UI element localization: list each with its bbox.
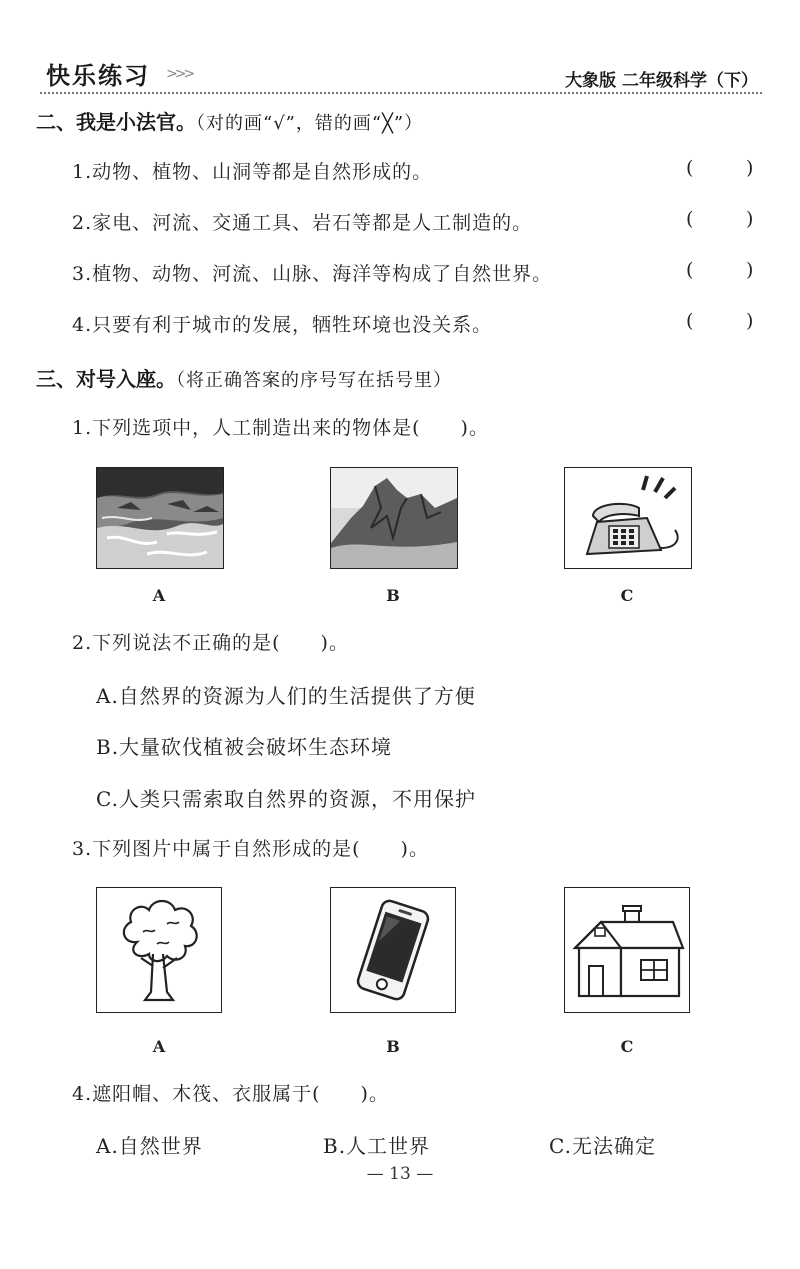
chevrons-icon: >>>: [166, 66, 193, 82]
answer-paren-open-3: (: [686, 259, 694, 281]
q4-option-a: A.自然世界: [96, 1134, 203, 1158]
section-2-heading: 二、我是小法官。: [36, 110, 196, 134]
judge-item-1: 1.动物、植物、山洞等都是自然形成的。: [72, 161, 433, 183]
q1-option-label-a: A: [152, 586, 166, 605]
section-3-instructions: （将正确答案的序号写在括号里）: [176, 370, 452, 391]
q4-option-c: C.无法确定: [549, 1134, 656, 1158]
answer-paren-open-1: (: [686, 157, 694, 179]
question-3-stem: 3.下列图片中属于自然形成的是( )。: [72, 838, 429, 860]
smartphone-drawing: [330, 887, 456, 1013]
answer-paren-close-3: ): [746, 259, 754, 281]
q1-option-label-b: B: [386, 586, 400, 605]
question-1-stem: 1.下列选项中，人工制造出来的物体是( )。: [72, 417, 489, 439]
judge-item-3: 3.植物、动物、河流、山脉、海洋等构成了自然世界。: [72, 263, 553, 285]
river-rapids-photo: [96, 467, 224, 569]
section-2-instructions: （对的画“√”，错的画“╳”）: [196, 113, 424, 134]
book-info: 大象版 二年级科学（下）: [565, 71, 758, 91]
answer-paren-close-2: ): [746, 208, 754, 230]
header-divider: [40, 92, 762, 94]
q1-option-label-c: C: [620, 586, 634, 605]
question-4-stem: 4.遮阳帽、木筏、衣服属于( )。: [72, 1083, 389, 1105]
tree-drawing: [96, 887, 222, 1013]
q3-option-label-b: B: [386, 1037, 400, 1056]
section-2-heading-line: [36, 106, 423, 135]
page-number: — 13 —: [366, 1164, 434, 1184]
q4-option-b: B.人工世界: [323, 1134, 431, 1158]
section-3-heading-line: [36, 363, 452, 392]
answer-paren-open-2: (: [686, 208, 694, 230]
house-drawing: [564, 887, 690, 1013]
q3-option-label-c: C: [620, 1037, 634, 1056]
answer-paren-close-1: ): [746, 157, 754, 179]
judge-item-2: 2.家电、河流、交通工具、岩石等都是人工制造的。: [72, 212, 533, 234]
answer-paren-close-4: ): [746, 310, 754, 332]
q2-option-b: B.大量砍伐植被会破坏生态环境: [96, 735, 393, 759]
judge-item-4: 4.只要有利于城市的发展，牺牲环境也没关系。: [72, 314, 493, 336]
page-header-title: 快乐练习: [46, 62, 150, 90]
mountain-photo: [330, 467, 458, 569]
q3-option-label-a: A: [152, 1037, 166, 1056]
q2-option-a: A.自然界的资源为人们的生活提供了方便: [96, 684, 476, 708]
q2-option-c: C.人类只需索取自然界的资源，不用保护: [96, 787, 476, 811]
answer-paren-open-4: (: [686, 310, 694, 332]
question-2-stem: 2.下列说法不正确的是( )。: [72, 632, 349, 654]
ringing-telephone-picture: [564, 467, 692, 569]
section-3-heading: 三、对号入座。: [36, 367, 176, 391]
